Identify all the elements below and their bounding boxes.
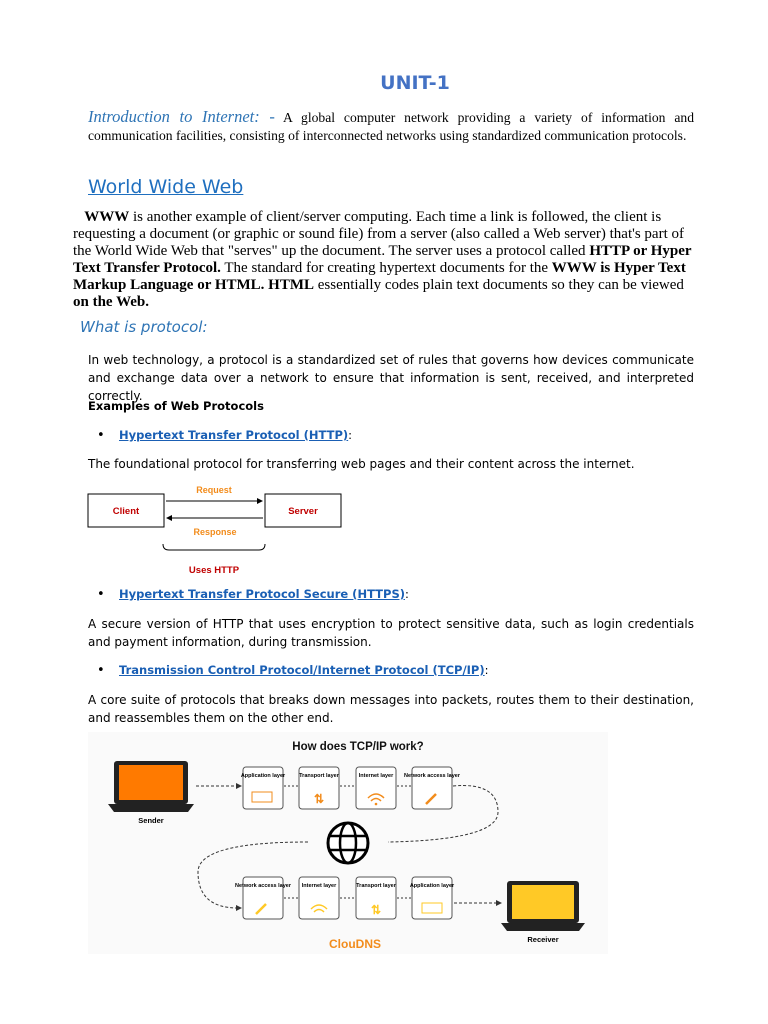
transfer-arrows-icon: ⇅ [370, 903, 382, 917]
receiver-label: Receiver [527, 935, 559, 944]
bullet-dot: • [97, 587, 105, 602]
bottom-layer-4 [410, 877, 455, 919]
server-label: Server [288, 506, 318, 517]
http-description: The foundational protocol for transferring web pages and their content across the internet. [88, 457, 635, 471]
bottom-layer-1-label: Network access layer [235, 883, 291, 889]
www-paragraph [73, 209, 693, 311]
bullet-https [97, 587, 409, 602]
response-label: Response [193, 527, 237, 537]
globe-icon [328, 823, 368, 863]
tcpip-description: A core suite of protocols that breaks down messages into packets, routes them to their destination, and reassembles them on the other end. [88, 693, 694, 725]
www-p2: is another example of client/server computing. Each time a link is followed, the client is requesting a document (or graphic or sound file) from a server (also called a Web server) that's part of the World Wide Web that "serves" up the document. The server uses a protocol called [73, 209, 684, 259]
receiver-laptop-icon [501, 881, 585, 931]
top-layer-1-label: Application layer [240, 773, 286, 779]
bottom-layer-4-label: Application layer [409, 883, 455, 889]
sender-laptop-icon [108, 761, 194, 812]
client-label: Client [112, 506, 140, 517]
www-p7: on the Web. [73, 294, 149, 310]
intro-text: A global computer network providing a variety of information and communication facilities, consisting of interconnected networks using standardized communication protocols. [88, 110, 694, 143]
top-layer-3 [356, 767, 396, 809]
bottom-layer-3 [356, 877, 397, 919]
www-p4: The standard for creating hypertext documents for the [220, 260, 552, 276]
www-p1: WWW [84, 209, 130, 225]
request-label: Request [196, 485, 232, 495]
www-p6: essentially codes plain text documents so they can be viewed [314, 277, 684, 293]
uses-http-label: Uses HTTP [188, 565, 240, 576]
cloudns-logo: ClouDNS [329, 937, 381, 951]
response-arrowhead [166, 515, 172, 521]
bottom-layer-2-label: Internet layer [301, 883, 337, 889]
http-link[interactable]: Hypertext Transfer Protocol (HTTP) [119, 428, 349, 442]
bullet-colon: : [484, 663, 489, 677]
http-diagram [85, 480, 355, 580]
page-title: UNIT-1 [380, 72, 450, 94]
brace [163, 544, 265, 550]
protocol-paragraph: In web technology, a protocol is a standardized set of rules that governs how devices communicate and exchange data over a network to ensure that information is sent, received, and interpreted correctly. [88, 353, 694, 403]
bullet-dot: • [97, 428, 105, 443]
tcpip-link[interactable]: Transmission Control Protocol/Internet Protocol (TCP/IP) [119, 663, 485, 677]
sender-label: Sender [138, 816, 164, 825]
browser-window-icon [252, 792, 272, 802]
top-layer-2 [299, 767, 340, 809]
examples-heading: Examples of Web Protocols [88, 399, 264, 413]
bottom-layer-3-label: Transport layer [356, 883, 396, 889]
bottom-layer-1 [235, 877, 292, 919]
top-layer-3-label: Internet layer [358, 773, 394, 779]
www-heading: World Wide Web [88, 176, 244, 198]
top-layer-4-label: Network access layer [404, 773, 460, 779]
top-layer-1 [241, 767, 286, 809]
diagram-title: How does TCP/IP work? [292, 741, 424, 753]
bullet-http [97, 428, 353, 443]
protocol-heading: What is protocol: [80, 318, 208, 336]
top-layer-4 [404, 767, 461, 809]
https-link[interactable]: Hypertext Transfer Protocol Secure (HTTPS) [119, 587, 405, 601]
www-p5: WWW is Hyper Text Markup Language or HTML. HTML [73, 260, 686, 293]
bullet-colon: : [348, 428, 353, 442]
transfer-arrows-icon: ⇅ [313, 792, 325, 806]
request-arrowhead [257, 498, 263, 504]
bullet-tcpip [97, 663, 489, 678]
browser-window-icon [422, 903, 442, 913]
https-description: A secure version of HTTP that uses encryption to protect sensitive data, such as login credentials and payment information, during transmission. [88, 617, 694, 649]
www-p3: HTTP or Hyper Text Transfer Protocol. [73, 243, 692, 276]
intro-lead: Introduction to Internet: - [88, 107, 275, 126]
tcpip-diagram [88, 732, 608, 954]
bullet-colon: : [404, 587, 409, 601]
top-layer-2-label: Transport layer [299, 773, 339, 779]
bottom-layer-2 [299, 877, 339, 919]
bullet-dot: • [97, 663, 105, 678]
intro-paragraph [88, 108, 694, 145]
